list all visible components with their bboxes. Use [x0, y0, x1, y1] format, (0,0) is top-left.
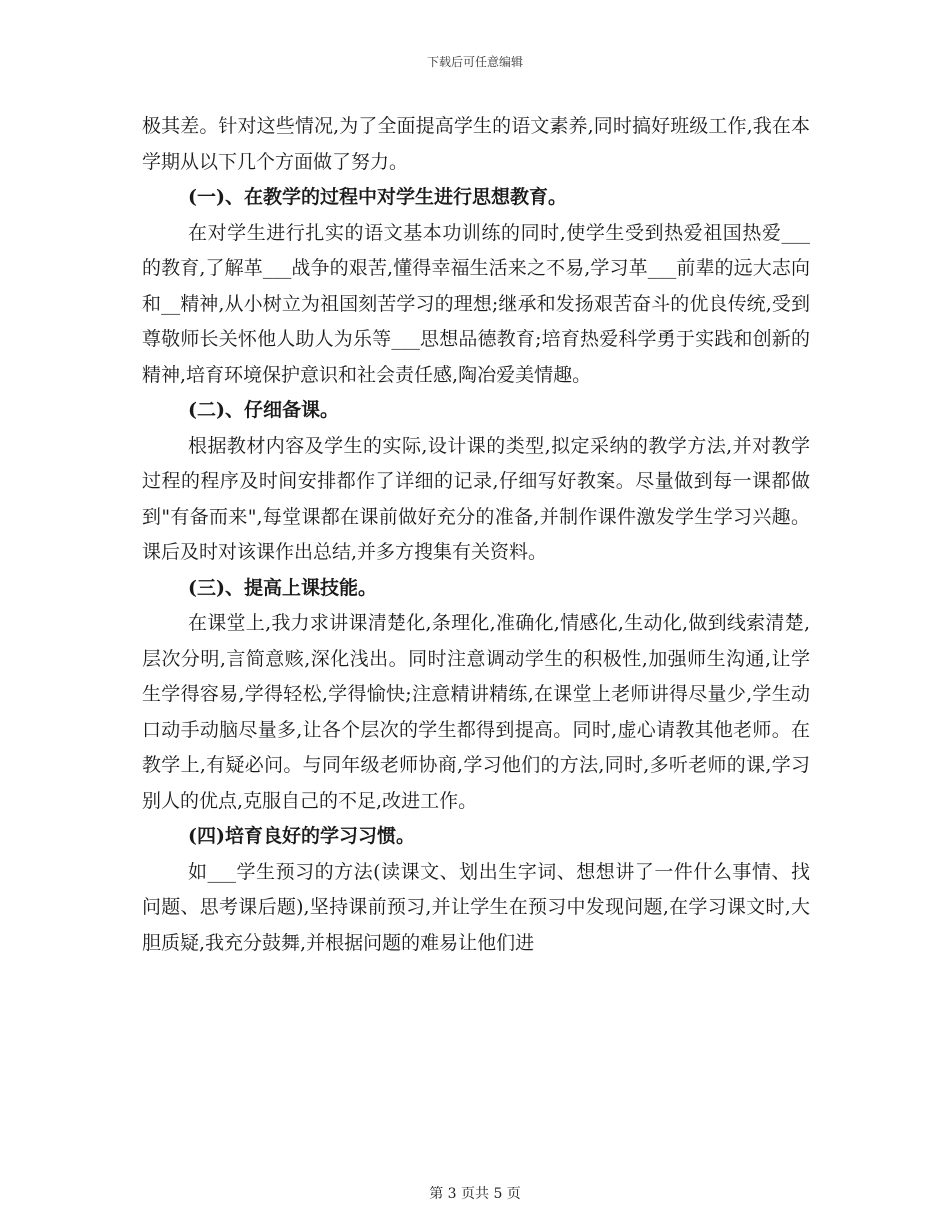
section-heading-1: (一)、在教学的过程中对学生进行思想教育。 — [188, 186, 567, 208]
section-heading-3: (三)、提高上课技能。 — [188, 576, 377, 599]
paragraph-continued: 极其差。针对这些情况,为了全面提高学生的语文素养,同时搞好班级工作,我在本学期从以下几个方面做了努力。 — [142, 115, 810, 173]
section-heading-4: (四)培育良好的学习习惯。 — [188, 825, 415, 847]
section-heading-2: (二)、仔细备课。 — [188, 399, 339, 421]
page-header: 下载后可任意编辑 — [426, 55, 523, 69]
paragraph: 根据教材内容及学生的实际,设计课的类型,拟定采纳的教学方法,并对教学过程的程序及时间安排都作了详细的记录,仔细写好教案。尽量做到每一课都做到"有备而来",每堂课都在课前做好充分的准备,并制作课件激发学生学习兴趣。课后及时对该课作出总结,并多方搜集有关资料。 — [142, 434, 810, 563]
paragraph: 在课堂上,我力求讲课清楚化,条理化,准确化,情感化,生动化,做到线索清楚,层次分明,言简意赅,深化浅出。同时注意调动学生的积极性,加强师生沟通,让学生学得容易,学得轻松,学得愉快;注意精讲精练,在课堂上老师讲得尽量少,学生动口动手动脑尽量多,让各个层次的学生都得到提高。同时,虚心请教其他老师。在教学上,有疑必问。与同年级老师协商,学习他们的方法,同时,多听老师的课,学习别人的优点,克服自己的不足,改进工作。 — [142, 612, 810, 812]
paragraph: 如___学生预习的方法(读课文、划出生字词、想想讲了一件什么事情、找问题、思考课后题),坚持课前预习,并让学生在预习中发现问题,在学习课文时,大胆质疑,我充分鼓舞,并根据问题的难易让他们进 — [142, 860, 810, 954]
document-body — [142, 109, 810, 961]
paragraph: 在对学生进行扎实的语文基本功训练的同时,使学生受到热爱祖国热爱___的教育,了解革___战争的艰苦,懂得幸福生活来之不易,学习革___前辈的远大志向和__精神,从小树立为祖国刻苦学习的理想;继承和发扬艰苦奋斗的优良传统,受到尊敬师长关怀他人助人为乐等___思想品德教育;培育热爱科学勇于实践和创新的精神,培育环境保护意识和社会责任感,陶冶爱美情趣。 — [142, 221, 810, 386]
page-footer: 第 3 页共 5 页 — [429, 1186, 521, 1202]
